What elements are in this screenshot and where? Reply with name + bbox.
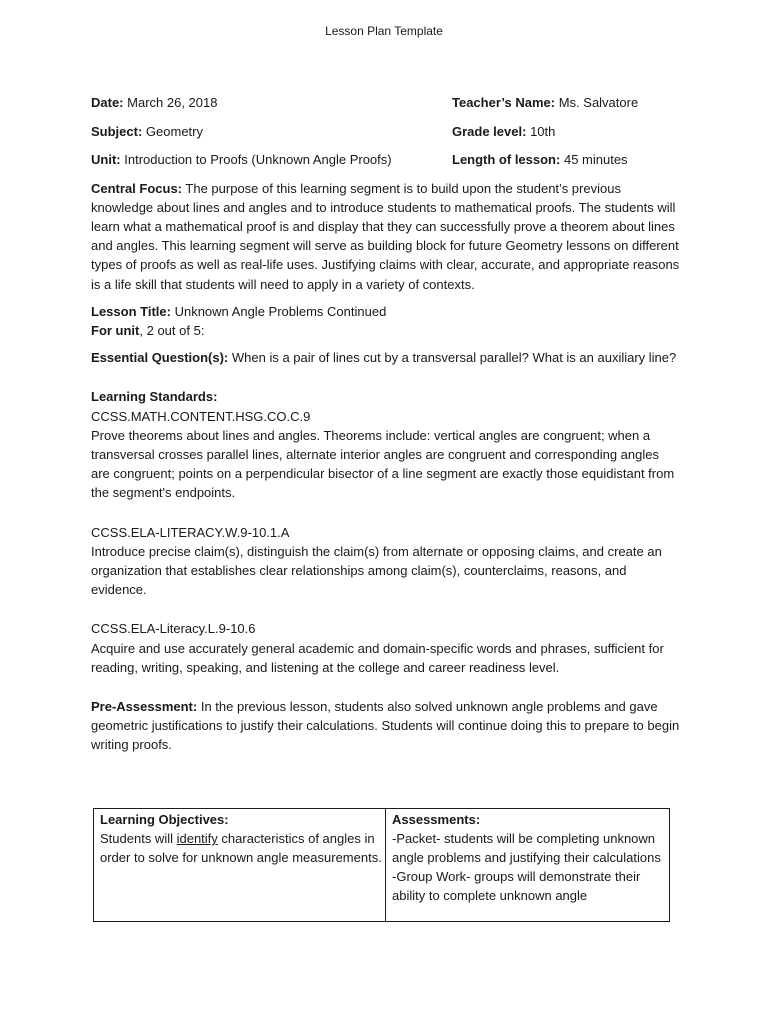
objectives-cell bbox=[94, 809, 386, 921]
length-field bbox=[452, 150, 681, 169]
standard-text-2: Introduce precise claim(s), distinguish the claim(s) from alternate or opposing claims, and create an organization that establishes clear relationships among claim(s), counterclaims, reasons, and evidence. bbox=[91, 543, 662, 598]
objectives-table bbox=[93, 808, 670, 922]
document-body bbox=[91, 93, 681, 755]
length-label: Length of lesson: bbox=[452, 152, 561, 167]
standards-heading: Learning Standards: bbox=[91, 389, 218, 405]
objectives-text-pre: Students will bbox=[100, 831, 177, 846]
essential-question-label: Essential Question(s): bbox=[91, 350, 229, 366]
meta-row-date bbox=[91, 93, 681, 122]
date-value: March 26, 2018 bbox=[127, 95, 218, 110]
lesson-title-value: Unknown Angle Problems Continued bbox=[174, 303, 387, 319]
lesson-title bbox=[91, 302, 681, 321]
pre-assessment-label: Pre-Assessment: bbox=[91, 698, 198, 714]
unit-label: Unit: bbox=[91, 152, 121, 167]
standard-code-1: CCSS.MATH.CONTENT.HSG.CO.C.9 bbox=[91, 408, 311, 424]
teacher-value: Ms. Salvatore bbox=[558, 95, 639, 110]
central-focus bbox=[91, 179, 681, 294]
unit-value: Introduction to Proofs (Unknown Angle Proofs) bbox=[124, 152, 392, 167]
objectives-text-underlined: identify bbox=[176, 831, 218, 846]
assessments-header: Assessments: bbox=[392, 812, 481, 827]
date-label: Date: bbox=[91, 95, 124, 110]
lesson-unit bbox=[91, 321, 681, 340]
pre-assessment-text: In the previous lesson, students also solved unknown angle problems and gave geometric justifications to justify their calculations. Students will continue doing this to prepare to begin writing proofs. bbox=[91, 698, 680, 753]
standard-text-1: Prove theorems about lines and angles. Theorems include: vertical angles are congruent; when a transversal crosses parallel lines, alternate interior angles are congruent and corresponding angles are congruent; points on a perpendicular bisector of a line segment are exactly those equidistant from the segment's endpoints. bbox=[91, 427, 675, 501]
grade-label: Grade level: bbox=[452, 123, 527, 139]
length-value: 45 minutes bbox=[563, 152, 628, 167]
lesson-unit-value: , 2 out of 5: bbox=[139, 322, 205, 338]
subject-value: Geometry bbox=[145, 123, 203, 139]
pre-assessment bbox=[91, 697, 681, 755]
teacher-label: Teacher’s Name: bbox=[452, 95, 556, 110]
central-focus-label: Central Focus: bbox=[91, 180, 183, 196]
objectives-header: Learning Objectives: bbox=[100, 812, 229, 827]
lesson-title-label: Lesson Title: bbox=[91, 303, 171, 319]
central-focus-text: The purpose of this learning segment is to build upon the student’s previous knowledge about lines and angles and to introduce students to mathematical proofs. The students will learn what a mathematical proof is and display that they can successfully prove a theorem about lines and angles. This learning segment will serve as building block for future Geometry lessons on different types of proofs as well as real-life uses. Justifying claims with clear, accurate, and appropriate reasons is a life skill that students will need to apply in a variety of contexts. bbox=[91, 180, 680, 292]
meta-row-subject bbox=[91, 122, 681, 151]
date-field bbox=[91, 93, 452, 112]
meta-row-unit bbox=[91, 150, 681, 179]
essential-question bbox=[91, 348, 681, 367]
document-title: Lesson Plan Template bbox=[325, 24, 443, 38]
standard-text-3: Acquire and use accurately general academic and domain-specific words and phrases, sufficient for reading, writing, speaking, and listening at the college and career readiness level. bbox=[91, 640, 664, 675]
objectives-text-post: characteristics of angles in order to solve for unknown angle measurements. bbox=[100, 831, 382, 865]
subject-field bbox=[91, 122, 452, 141]
lesson-unit-label: For unit bbox=[91, 322, 140, 338]
standard-code-2: CCSS.ELA-LITERACY.W.9-10.1.A bbox=[91, 524, 290, 540]
grade-value: 10th bbox=[530, 123, 556, 139]
standard-code-3: CCSS.ELA-Literacy.L.9-10.6 bbox=[91, 621, 256, 637]
unit-field bbox=[91, 150, 452, 169]
assessments-cell bbox=[386, 809, 669, 921]
essential-question-text: When is a pair of lines cut by a transversal parallel? What is an auxiliary line? bbox=[231, 350, 677, 366]
assessment-item-1: -Packet- students will be completing unknown angle problems and justifying their calculations bbox=[392, 831, 661, 865]
objectives-text bbox=[100, 829, 385, 867]
assessment-item-2: -Group Work- groups will demonstrate their ability to complete unknown angle bbox=[392, 869, 641, 903]
subject-label: Subject: bbox=[91, 123, 143, 139]
teacher-field bbox=[452, 93, 681, 112]
grade-field bbox=[452, 122, 681, 141]
